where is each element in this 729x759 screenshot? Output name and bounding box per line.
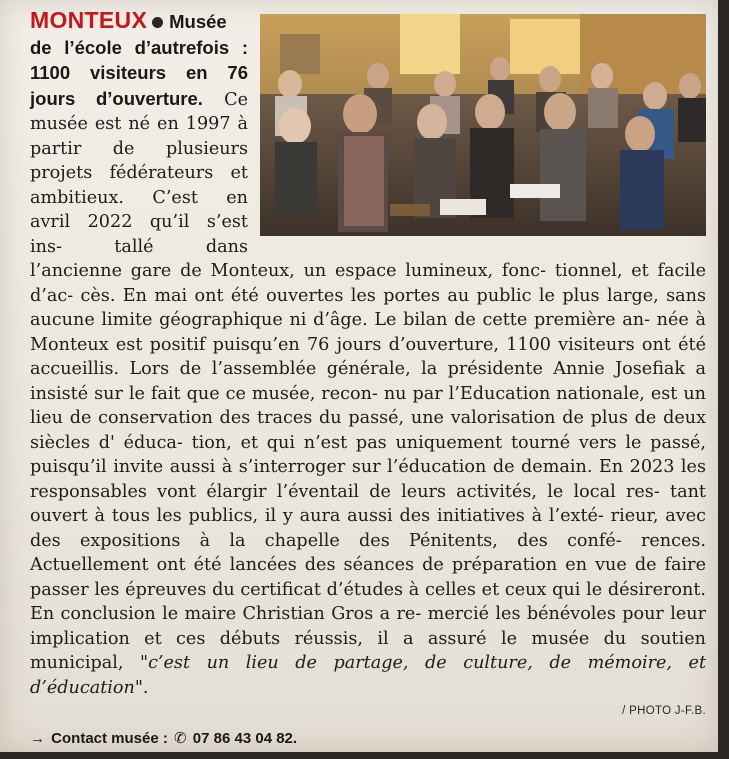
article-quote: "c’est un lieu de partage, de culture, de mémoire, et d’éducation" <box>30 653 707 698</box>
contact-line <box>30 729 297 747</box>
phone-icon: ✆ <box>174 730 187 747</box>
contact-label: Contact musée : <box>51 730 168 747</box>
photo-audience-image <box>260 14 706 236</box>
arrow-right-icon: → <box>30 730 45 747</box>
photo-credit: / PHOTO J-F.B. <box>622 705 706 717</box>
round-bullet-icon <box>152 17 163 28</box>
article-closing: . <box>142 677 149 698</box>
contact-phone: 07 86 43 04 82. <box>192 730 298 747</box>
article-headline: Musée de l’école d’autrefois : 1100 visiteurs en 76 jours d’ouverture. <box>30 11 248 109</box>
article <box>30 8 706 700</box>
meeting-photo <box>260 14 706 236</box>
article-body: Ce musée est né en 1997 à partir de plusieurs projets fédérateurs et ambitieux. C’est en avril 2022 qu’il s’est ins- tallé dans l’ancienne gare de Monteux, un espace lumineux, fonc- tionnel, et facile d’ac- cès. En mai ont été ouvertes les portes au public le plus large, sans aucune limite géographique ni d’âge. Le bilan de cette première an- née à Monteux est positif puisqu’en 76 jours d’ouverture, 1100 visiteurs ont été accueillis. Lors de l’assemblée générale, la présidente Annie Josefiak a insisté sur le fait que ce musée, recon- nu par l’Education nationale, est un lieu de conservation des traces du passé, une valorisation de plus de deux siècles d' éduca- tion, et qui n’est pas uniquement tourné vers le passé, puisqu’il invite aussi à s’interroger sur l’éducation de demain. En 2023 les responsables vont élargir l’éventail de leurs activités, le local res- tant ouvert à tous les publics, il y aura aussi des initiatives à l’exté- rieur, avec des expositions à la chapelle des Pénitents, des confé- rences. Actuellement ont été lancées des séances de préparation en vue de faire passer les épreuves du certificat d’études à celles et ceux qui le désireront. En conclusion le maire Christian Gros a re- mercié les bénévoles pour leur implication et ces débuts réussis, il a assuré le musée du soutien municipal, <box>30 89 706 673</box>
city-label: MONTEUX <box>30 7 148 33</box>
